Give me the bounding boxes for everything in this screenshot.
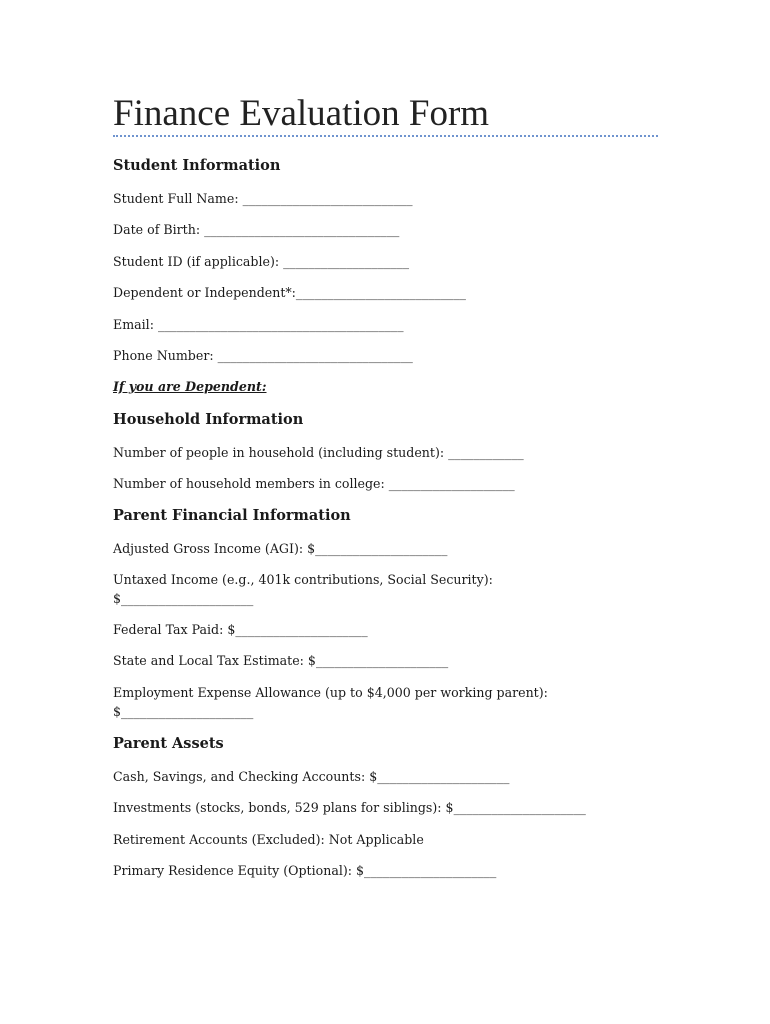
field-employment-allowance-blank: $_____________________ (113, 704, 254, 719)
field-untaxed-income-blank: $_____________________ (113, 591, 254, 606)
field-student-id: Student ID (if applicable): ____________________ (113, 254, 410, 269)
field-phone-number: Phone Number: _______________________________ (113, 348, 413, 363)
field-dependency-status: Dependent or Independent*:___________________________ (113, 285, 466, 300)
field-agi: Adjusted Gross Income (AGI): $_____________________ (113, 541, 448, 556)
field-date-of-birth: Date of Birth: _______________________________ (113, 222, 400, 237)
field-cash-savings-checking: Cash, Savings, and Checking Accounts: $_____________________ (113, 769, 510, 784)
field-members-in-college: Number of household members in college: ____________________ (113, 476, 515, 491)
field-household-size: Number of people in household (including student): ____________ (113, 445, 524, 460)
section-heading-household-information: Household Information (113, 411, 304, 428)
page-title: Finance Evaluation Form (113, 93, 490, 134)
field-untaxed-income-label: Untaxed Income (e.g., 401k contributions, Social Security): (113, 572, 493, 587)
dependent-note: If you are Dependent: (113, 379, 267, 394)
field-primary-residence-equity: Primary Residence Equity (Optional): $_____________________ (113, 863, 497, 878)
field-email: Email: _______________________________________ (113, 317, 404, 332)
field-student-full-name: Student Full Name: ___________________________ (113, 191, 413, 206)
section-heading-parent-financial-information: Parent Financial Information (113, 507, 351, 524)
field-retirement-accounts: Retirement Accounts (Excluded): Not Applicable (113, 832, 424, 847)
field-investments: Investments (stocks, bonds, 529 plans for siblings): $_____________________ (113, 800, 586, 815)
section-heading-student-information: Student Information (113, 157, 281, 174)
section-heading-parent-assets: Parent Assets (113, 735, 224, 752)
field-federal-tax-paid: Federal Tax Paid: $_____________________ (113, 622, 368, 637)
field-employment-allowance-label: Employment Expense Allowance (up to $4,000 per working parent): (113, 685, 548, 700)
field-state-local-tax: State and Local Tax Estimate: $_____________________ (113, 653, 449, 668)
title-divider (113, 135, 658, 137)
